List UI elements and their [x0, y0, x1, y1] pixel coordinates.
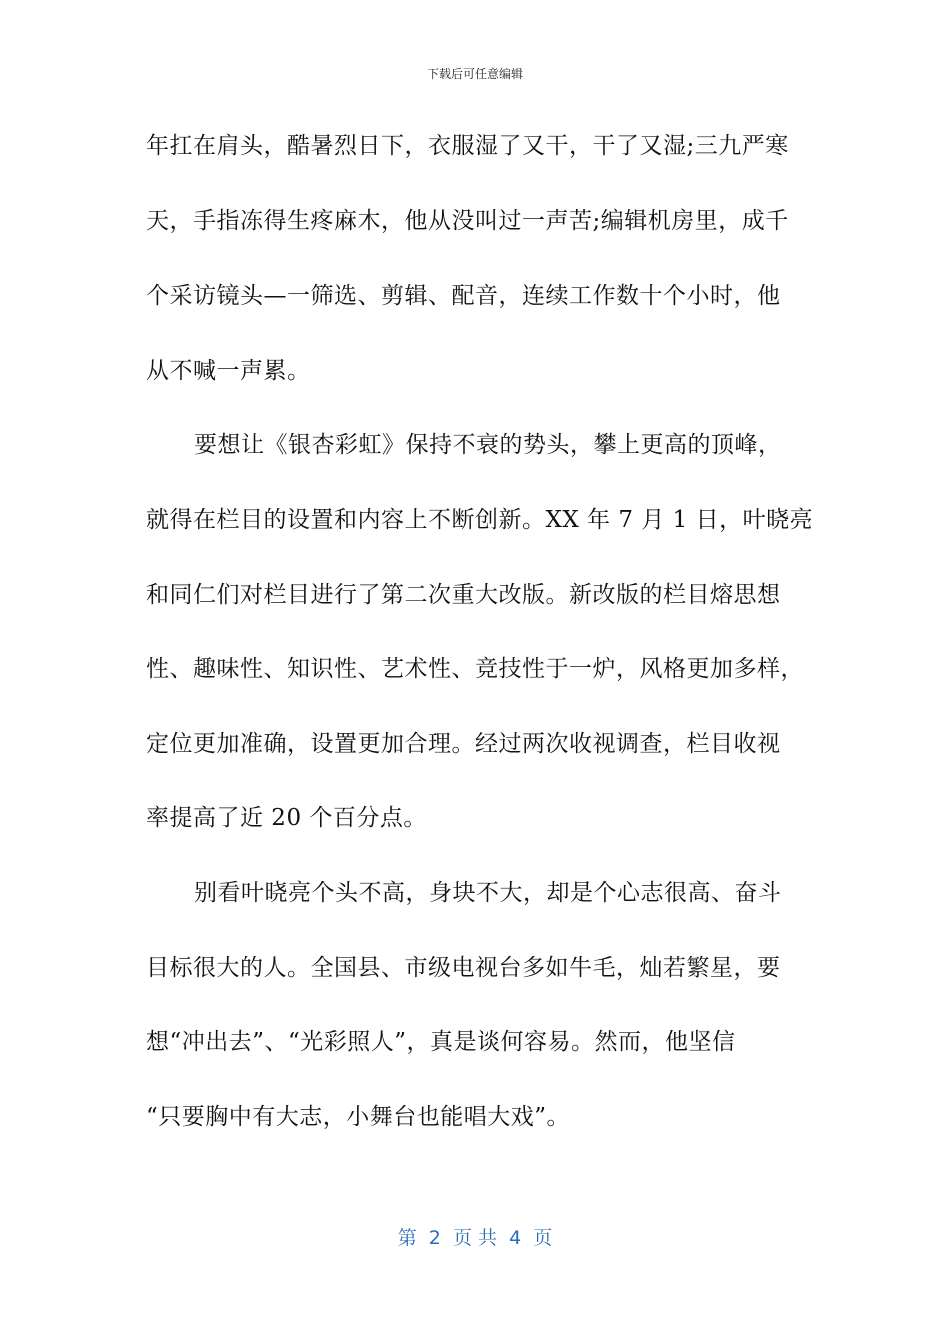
page-number-footer: 第 2 页 共 4 页 [397, 1227, 553, 1249]
paragraph-2-line-5: 定位更加准确，设置更加合理。经过两次收视调查，栏目收视 [146, 731, 781, 757]
paragraph-3-line-2: 目标很大的人。全国县、市级电视台多如牛毛，灿若繁星，要 [146, 955, 781, 981]
paragraph-2-line-3: 和同仁们对栏目进行了第二次重大改版。新改版的栏目熔思想 [146, 582, 781, 608]
paragraph-3-line-1: 别看叶晓亮个头不高，身块不大，却是个心志很高、奋斗 [194, 880, 782, 906]
paragraph-2-line-4: 性、趣味性、知识性、艺术性、竞技性于一炉，风格更加多样， [146, 656, 804, 682]
paragraph-2-line-1: 要想让《银杏彩虹》保持不衰的势头，攀上更高的顶峰， [194, 432, 782, 458]
paragraph-1-line-3: 个采访镜头—一筛选、剪辑、配音，连续工作数十个小时，他 [146, 283, 781, 309]
paragraph-2-line-6: 率提高了近 20 个百分点。 [146, 805, 427, 831]
paragraph-3-line-4: “只要胸中有大志，小舞台也能唱大戏”。 [146, 1104, 571, 1130]
paragraph-1-line-1: 年扛在肩头，酷暑烈日下，衣服湿了又干，干了又湿;三九严寒 [146, 133, 789, 159]
page-header: 下载后可任意编辑 [426, 67, 523, 81]
paragraph-1-line-4: 从不喊一声累。 [146, 358, 311, 384]
paragraph-3-line-3: 想“冲出去”、“光彩照人”，真是谈何容易。然而，他坚信 [146, 1029, 736, 1055]
paragraph-1-line-2: 天，手指冻得生疼麻木，他从没叫过一声苦;编辑机房里，成千 [146, 208, 789, 234]
paragraph-2-line-2: 就得在栏目的设置和内容上不断创新。XX 年 7 月 1 日，叶晓亮 [146, 507, 814, 533]
